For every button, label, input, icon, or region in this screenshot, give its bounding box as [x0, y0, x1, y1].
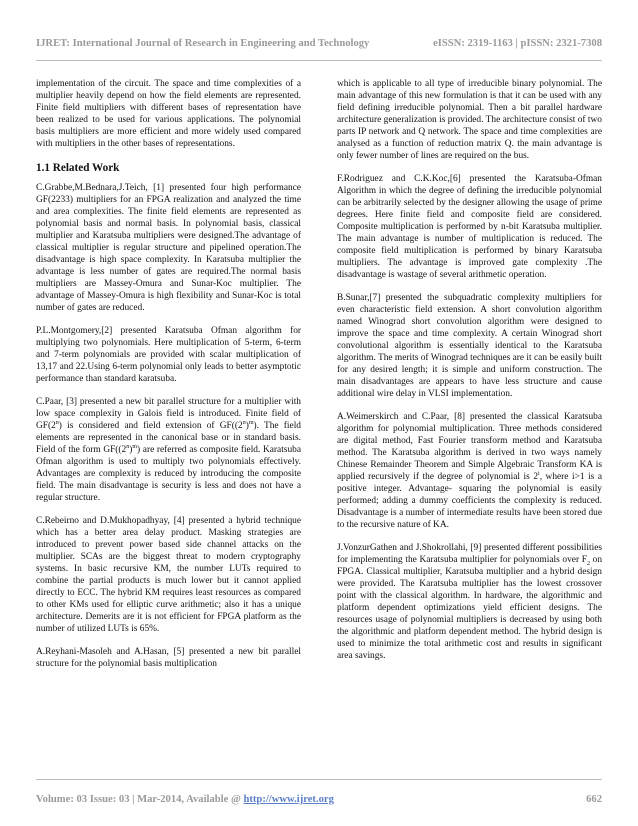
- paragraph: A.Weimerskirch and C.Paar, [8] presented the classical Karatsuba algorithm for polynomial multiplication. Three methods considered are digital method, Fast Fourier transform method and Karatsuba method. The Karatsuba algorithm is derived in two ways namely Chinese Remainder Theorem and Simple Algebraic Transform KA is applied recursively if the degree of polynomial is 2$^i$, where i>1 is a positive integer. Advantage- squaring the polynomial is easily performed; adding a dummy coefficients the complexity is reduced. Disadvantage is a number of intermediate results have been stored due to the recursive nature of KA.: [337, 411, 602, 531]
- paragraph: C.Paar, [3] presented a new bit parallel structure for a multiplier with low space complexity in Galois field is introduced. Finite field of GF(2$^n$) is considered and field extension of $GF((2^n)^m)$. The field elements are represented in the canonical base or in standard basis. Field of the form $GF((2^n)^m)$ are referred as composite field. Karatsuba Ofman algorithm is used to multiply two polynomials effectively. Advantages are complexity is reduced by introducing the composite field. The main disadvantage is security is less and does not have a regular structure.: [36, 396, 301, 504]
- journal-title: IJRET: International Journal of Research in Engineering and Technology: [36, 38, 370, 49]
- paragraph: C.Grabbe,M.Bednara,J.Teich, [1] presented four high performance GF(2233) multipliers for an FPGA realization and analyzed the time and area complexities. The finite field elements are represented as polynomial basis and normal basis. In polynomial basis, classical multiplier and Karatsuba multipliers were designed.The advantage of classical multiplier is regular structure and pipelined operation.The disadvantage is high space complexity. In Karatsuba multiplier the advantage is less number of gates are required.The normal basis multipliers are Massey-Omura and Sunar-Koc multiplier. The advantage of Massey-Omura is high flexibility and Sunar-Koc is total number of gates are reduced.: [36, 182, 301, 314]
- volume-info: Volume: 03 Issue: 03 | Mar-2014, Available @ http://www.ijret.org: [36, 794, 334, 805]
- paragraph: P.L.Montgomery,[2] presented Karatsuba Ofman algorithm for multiplying two polynomials. Here multiplication of 5-term, 6-term and 7-term polynomials are provided with scalar multiplication of 13,17 and 22.Using 6-term polynomial only leads to better asymptotic performance than standard karatsuba.: [36, 325, 301, 385]
- page-number: 662: [586, 794, 602, 805]
- paragraph: B.Sunar,[7] presented the subquadratic complexity multipliers for even characteristic field extension. A short convolution algorithm named Winograd short convolution algorithm were designed to improve the space and time complexity. A certain Winograd short convolutional algorithm is essentially identical to the Karatsuba algorithm. The merits of Winograd techniques are it can be easily built for any desired length; it is simple and uniform construction. The main disadvantages are appears to have less structure and cause additional wire delay in VLSI implementation.: [337, 292, 602, 400]
- left-column: [36, 78, 301, 681]
- header-rule: [36, 60, 602, 61]
- running-header: [36, 38, 602, 49]
- issn-info: eISSN: 2319-1163 | pISSN: 2321-7308: [433, 38, 602, 49]
- article-body: [36, 78, 602, 773]
- section-heading: 1.1 Related Work: [36, 161, 120, 174]
- paragraph: A.Reyhani-Masoleh and A.Hasan, [5] presented a new bit parallel structure for the polynomial basis multiplication: [36, 646, 301, 669]
- running-footer: [36, 794, 602, 805]
- right-column: [337, 78, 602, 673]
- paragraph: J.VonzurGathen and J.Shokrollahi, [9] presented different possibilities for implementing the Karatsuba multiplier for polynomials over $F_2$ on FPGA. Classical multiplier, Karatsuba multiplier and a hybrid design were provided. The Karatsuba multiplier has the lowest crossover point with the classical algorithm. In hardware, the algorithmic and platform dependent optimizations yield efficient designs. The resources usage of polynomial multipliers is decreased by using both the algorithmic and platform dependent method. The hybrid design is used to minimize the total arithmetic cost and results in significant area savings.: [337, 543, 603, 662]
- paragraph: F.Rodriguez and C.K.Koc,[6] presented the Karatsuba-Ofman Algorithm in which the degree of defining the irreducible polynomial can be arbitrarily selected by the designer allowing the usage of prime degrees. Here finite field and composite field are considered. Composite multiplication is performed by n-bit Karatsuba multiplier. The main advantage is number of multiplication is reduced. The composite field multiplication is performed by binary Karatsuba multipliers. The advantage is improved gate complexity .The disadvantage is wastage of several arithmetic operation.: [337, 173, 602, 281]
- paragraph: C.Rebeirno and D.Mukhopadhyay, [4] presented a hybrid technique which has a better area delay product. Masking strategies are introduced to prevent power based side channel attacks on the multiplier. SCAs are the biggest threat to modern cryptography systems. In basic recursive KM, the number LUTs required to combine the partial products is much lower but it cannot applied directly to ECC. The hybrid KM requires least resources as compared to other KMs used for elliptic curve arithmetic; also it has a unique architecture. Demerits are it is not efficient for FPGA platform as the number of utilized LUTs is 65%.: [36, 515, 301, 635]
- paragraph: which is applicable to all type of irreducible binary polynomial. The main advantage of this new formulation is that it can be used with any field defining irreducible polynomial. Then a bit parallel hardware architecture generalization is provided. The architecture consist of two parts IP network and Q network. The space and time complexities are analysed as a function of reduction matrix Q. the main advantage is only fewer number of lines are required on the bus.: [337, 79, 602, 162]
- footer-rule: [36, 779, 602, 780]
- journal-link[interactable]: http://www.ijret.org: [243, 794, 334, 805]
- paragraph: implementation of the circuit. The space and time complexities of a multiplier heavily depend on how the field elements are represented. Finite field multipliers with different bases of representation have been realized to be used for various applications. The polynomial basis multipliers are more efficient and more widely used compared with multipliers in the other bases of representations.: [36, 79, 301, 150]
